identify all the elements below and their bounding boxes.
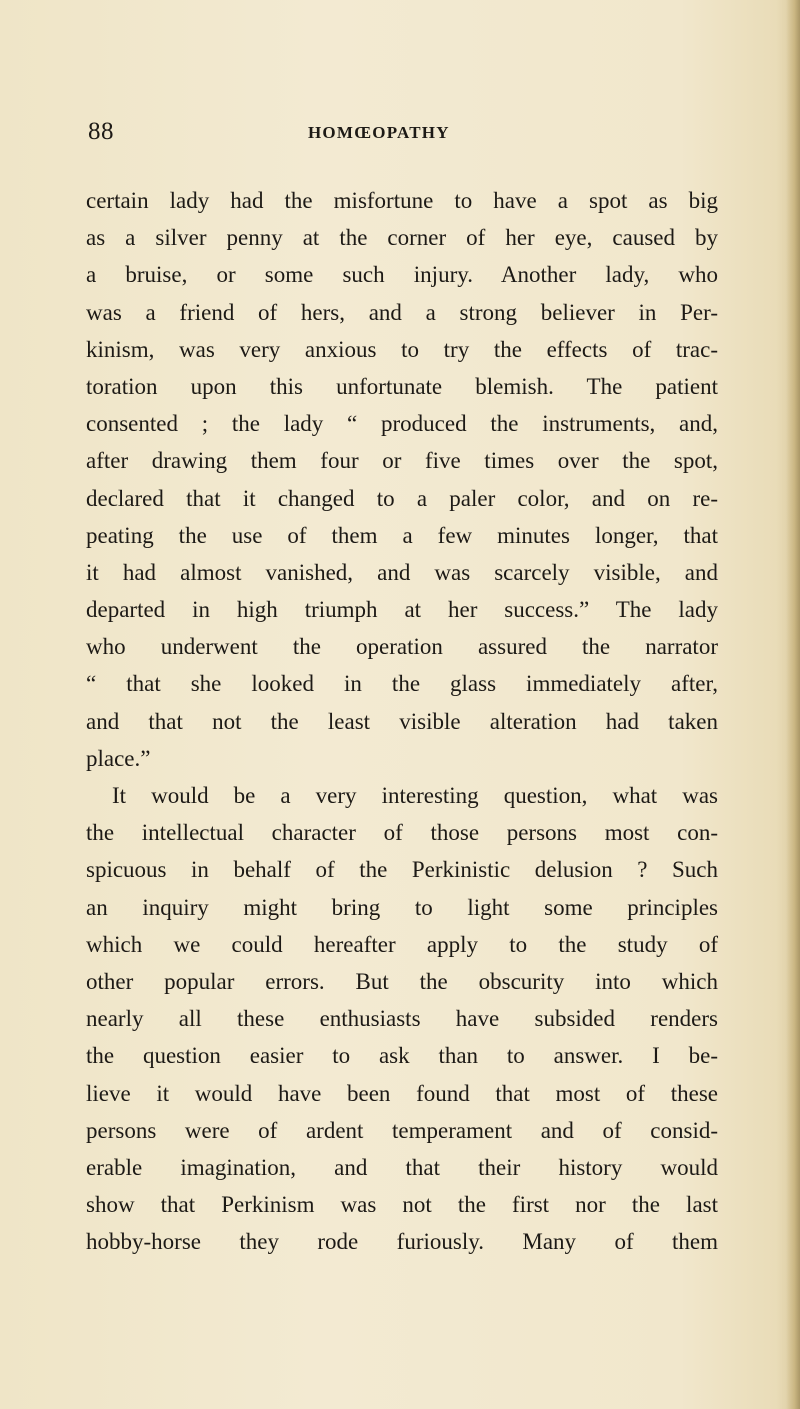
body-text — [86, 182, 718, 1260]
text-line: It would be a very interesting question, what was — [112, 783, 718, 808]
text-line: an inquiry might bring to light some principles — [86, 894, 718, 920]
text-line: certain lady had the misfortune to have a spot as big — [86, 188, 718, 213]
text-line: who underwent the operation assured the narrator — [86, 634, 718, 660]
text-line: spicuous in behalf of the Perkinistic delusion ? Such — [86, 857, 718, 883]
text-line: declared that it changed to a paler color, and on re- — [86, 485, 718, 511]
text-line: departed in high triumph at her success.” The lady — [86, 597, 718, 623]
text-line: as a silver penny at the corner of her eye, caused by — [86, 225, 718, 251]
text-line: it had almost vanished, and was scarcely visible, and — [86, 559, 718, 585]
text-line: persons were of ardent temperament and of consid- — [86, 1117, 718, 1143]
page-number: 88 — [88, 118, 114, 145]
text-line: place.” — [86, 745, 151, 771]
text-line: “ that she looked in the glass immediately after, — [86, 671, 718, 697]
text-line: and that not the least visible alteration had taken — [86, 708, 718, 734]
text-line: which we could hereafter apply to the study of — [86, 931, 718, 957]
text-line: a bruise, or some such injury. Another lady, who — [86, 262, 718, 288]
page-edge-shadow — [786, 0, 800, 1409]
text-line: lieve it would have been found that most of these — [86, 1080, 718, 1106]
text-line: hobby-horse they rode furiously. Many of them — [86, 1229, 718, 1255]
text-line: other popular errors. But the obscurity into which — [86, 968, 718, 994]
text-line: toration upon this unfortunate blemish. The patient — [86, 373, 718, 399]
text-line: after drawing them four or five times over the spot, — [86, 448, 718, 474]
text-line: peating the use of them a few minutes longer, that — [86, 522, 718, 548]
text-line: nearly all these enthusiasts have subsided renders — [86, 1006, 718, 1032]
text-line: the question easier to ask than to answer. I be- — [86, 1043, 718, 1069]
running-head: HOMŒOPATHY — [308, 123, 450, 142]
text-line: was a friend of hers, and a strong believer in Per- — [86, 299, 718, 325]
text-line: consented ; the lady “ produced the instruments, and, — [86, 411, 718, 437]
text-line: the intellectual character of those persons most con- — [86, 820, 718, 846]
text-line: kinism, was very anxious to try the effects of trac- — [86, 336, 718, 362]
text-line: show that Perkinism was not the first nor the last — [86, 1192, 718, 1218]
text-line: erable imagination, and that their history would — [86, 1154, 718, 1180]
page-header — [88, 118, 716, 158]
